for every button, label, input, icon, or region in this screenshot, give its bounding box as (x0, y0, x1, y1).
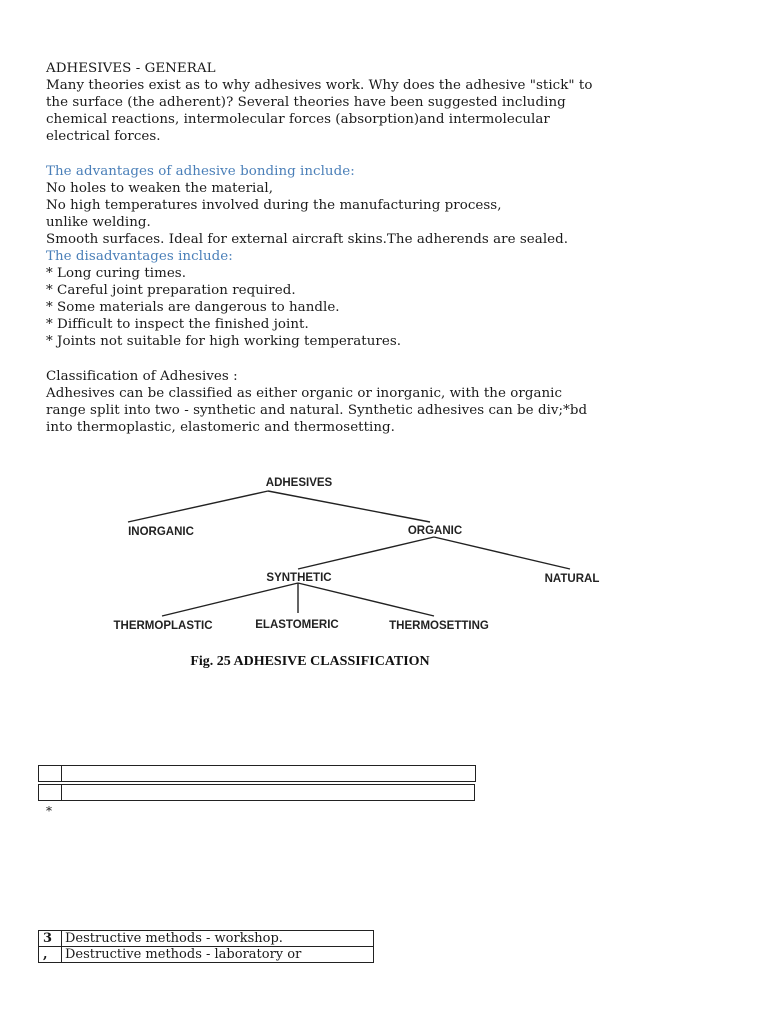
table-cell (39, 766, 62, 782)
node-thermosetting: THERMOSETTING (389, 620, 489, 632)
table-row (39, 931, 374, 947)
intro-line: electrical forces. (46, 129, 161, 144)
methods-row-text: Destructive methods - laboratory or (62, 947, 374, 963)
disadvantage-item: * Some materials are dangerous to handle. (46, 300, 340, 315)
node-organic: ORGANIC (407, 525, 463, 537)
table-cell (39, 785, 62, 801)
classification-line: range split into two - synthetic and natural. Synthetic adhesives can be div;*bd (46, 403, 588, 418)
methods-table (38, 930, 374, 963)
advantage-item: unlike welding. (46, 215, 151, 230)
advantage-item: No high temperatures involved during the manufacturing process, (46, 198, 502, 213)
empty-table (38, 784, 475, 801)
doc-title: ADHESIVES - GENERAL (46, 61, 216, 76)
figure-caption: Fig. 25 ADHESIVE CLASSIFICATION (190, 654, 430, 669)
intro-line: the surface (the adherent)? Several theories have been suggested including (46, 95, 566, 110)
classification-tree (100, 465, 600, 675)
node-elastomeric: ELASTOMERIC (255, 619, 339, 631)
methods-row-text: Destructive methods - workshop. (62, 931, 374, 947)
asterisk-mark: * (46, 804, 52, 818)
adhesive-classification-figure (100, 465, 600, 675)
node-thermoplastic: THERMOPLASTIC (113, 620, 213, 632)
disadvantage-item: * Difficult to inspect the finished joint. (46, 317, 309, 332)
table-row (39, 766, 476, 782)
disadvantage-item: * Long curing times. (46, 266, 187, 281)
empty-table (38, 765, 476, 782)
table-row (39, 947, 374, 963)
edge-synthetic-thermoplastic (162, 583, 298, 616)
table-row (39, 785, 475, 801)
intro-line: Many theories exist as to why adhesives work. Why does the adhesive "stick" to (46, 78, 593, 93)
edge-adhesives-inorganic (128, 491, 268, 522)
disadvantages-heading: The disadvantages include: (46, 249, 233, 264)
edge-adhesives-organic (268, 491, 430, 522)
node-natural: NATURAL (544, 573, 600, 585)
edge-organic-natural (434, 537, 570, 569)
methods-number: 3 (39, 931, 62, 947)
advantages-heading: The advantages of adhesive bonding include: (46, 164, 355, 179)
classification-heading: Classification of Adhesives : (46, 369, 238, 384)
node-synthetic: SYNTHETIC (266, 572, 332, 584)
classification-line: into thermoplastic, elastomeric and thermosetting. (46, 420, 395, 435)
disadvantage-item: * Joints not suitable for high working temperatures. (46, 334, 402, 349)
edge-synthetic-thermosetting (298, 583, 434, 616)
methods-number-suffix: , (39, 947, 62, 963)
edge-organic-synthetic (298, 537, 434, 569)
advantage-item: No holes to weaken the material, (46, 181, 274, 196)
intro-line: chemical reactions, intermolecular forces (absorption)and intermolecular (46, 112, 550, 127)
classification-line: Adhesives can be classified as either organic or inorganic, with the organic (46, 386, 563, 401)
node-adhesives: ADHESIVES (265, 477, 333, 489)
advantage-item: Smooth surfaces. Ideal for external aircraft skins.The adherends are sealed. (46, 232, 569, 247)
table-cell (62, 785, 475, 801)
node-inorganic: INORGANIC (128, 526, 194, 538)
disadvantage-item: * Careful joint preparation required. (46, 283, 296, 298)
table-cell (62, 766, 476, 782)
